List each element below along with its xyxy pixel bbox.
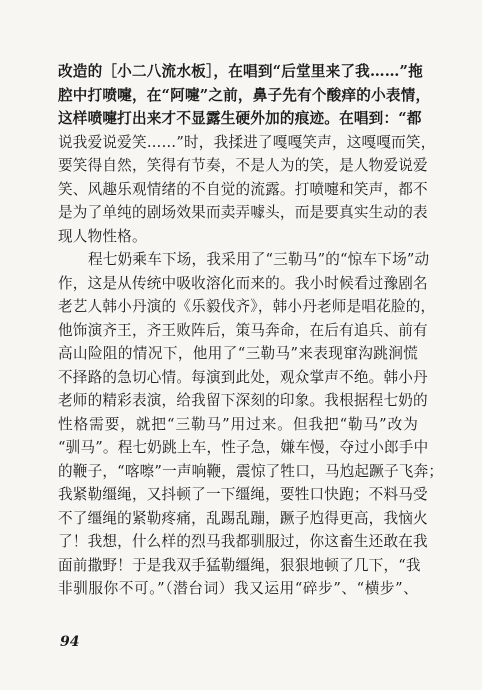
text-line: 老师的精彩表演，给我留下深刻的印象。我根据程七奶的 <box>58 392 428 409</box>
text-line: 说我爱说爱笑……”时，我揉进了嘎嘎笑声，这嘎嘎而笑， <box>58 133 436 151</box>
text-line: 高山险阻的情况下，他用了“三勒马”来表现窜沟跳涧慌 <box>58 345 418 362</box>
text-line: 这样喷嚏打出来才不显露生硬外加的痕迹。在唱到：“都 <box>58 110 422 127</box>
text-line: 现人物性格。 <box>58 227 147 245</box>
text-line: 是为了单纯的剧场效果而卖弄噱头，而是要真实生动的表 <box>58 204 428 221</box>
text-line: 面前撒野！于是我双手猛勒缰绳，狠狠地顿了几下，“我 <box>58 556 421 574</box>
text-line: 性格需要，就把“三勒马”用过来。但我把“勒马”改为 <box>58 415 418 433</box>
text-line: 了！我想，什么样的烈马我都驯服过，你这畜生还敢在我 <box>58 533 428 550</box>
text-line: 非驯服你不可。”（潜台词）我又运用“碎步”、“横步”、 <box>58 580 418 597</box>
text-line: 要笑得自然，笑得有节奏，不是人为的笑，是人物爱说爱 <box>58 157 428 174</box>
body-text <box>58 60 444 601</box>
text-line: 他饰演齐王，齐王败阵后，策马奔命，在后有追兵、前有 <box>58 321 428 339</box>
page-number: 94 <box>60 634 80 650</box>
text-line: 不择路的急切心情。每演到此处，观众掌声不绝。韩小丹 <box>58 368 428 386</box>
text-line: 改造的［小二八流水板］，在唱到“后堂里来了我……”拖 <box>58 63 423 80</box>
text-line: 笑、风趣乐观情绪的不自觉的流露。打喷嚏和笑声，都不 <box>58 180 428 198</box>
text-line: 老艺人韩小丹演的《乐毅伐齐》，韩小丹老师是唱花脸的， <box>58 298 436 315</box>
text-line: 作，这是从传统中吸收溶化而来的。我小时候看过豫剧名 <box>58 274 428 292</box>
text-line: 程七奶乘车下场，我采用了“三勒马”的“惊车下场”动 <box>88 251 430 268</box>
text-line: “驯马”。程七奶跳上车，性子急，嫌车慢，夺过小郎手中 <box>58 439 429 456</box>
text-line: 不了缰绳的紧勒疼痛，乱踢乱蹦，蹶子尥得更高，我恼火 <box>58 509 428 527</box>
text-line: 的鞭子，“喀嚓”一声响鞭，震惊了牲口，马尥起蹶子飞奔； <box>58 462 444 480</box>
text-line: 腔中打喷嚏，在“阿嚏”之前，鼻子先有个酸痒的小表情， <box>58 86 431 104</box>
text-line: 我紧勒缰绳，又抖顿了一下缰绳，要牲口快跑；不料马受 <box>58 486 428 503</box>
